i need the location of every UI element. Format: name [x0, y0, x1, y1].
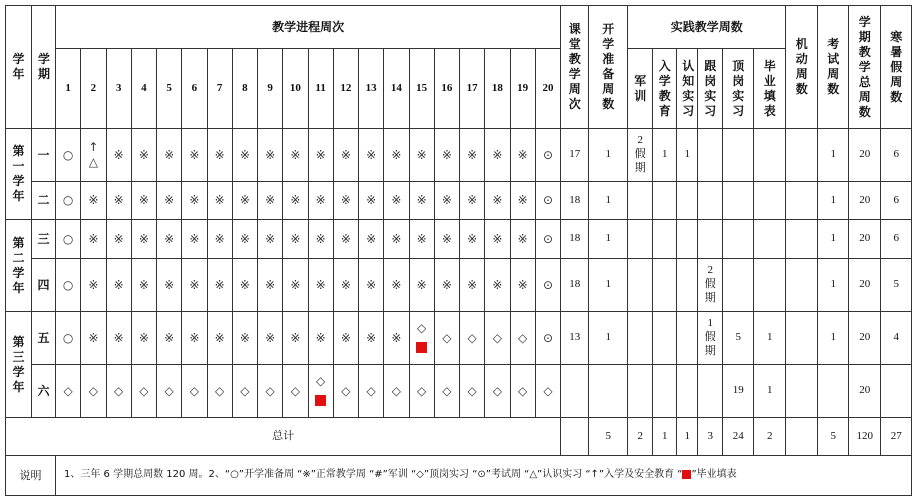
school-year-label: 第一学年: [6, 129, 32, 220]
week-cell: ※: [157, 220, 182, 259]
graduation-marker-icon: [315, 395, 326, 406]
week-number-header: 5: [157, 49, 182, 129]
week-cell: ※: [283, 182, 308, 220]
total-row: [6, 418, 912, 456]
week-cell: ※: [157, 182, 182, 220]
header-exam-weeks: 考试周数: [818, 6, 849, 129]
week-cell: ◇: [157, 365, 182, 418]
value-cell: [653, 220, 677, 259]
week-cell: ※: [333, 182, 358, 220]
week-cell: ※: [106, 220, 131, 259]
value-cell: [677, 220, 698, 259]
week-cell: ◇: [283, 365, 308, 418]
week-cell: ※: [333, 312, 358, 365]
week-cell: ○: [56, 182, 81, 220]
value-cell: [653, 365, 677, 418]
week-number-header: 2: [81, 49, 106, 129]
value-cell: [754, 182, 786, 220]
week-cell: ○: [56, 312, 81, 365]
value-cell: [698, 129, 723, 182]
week-cell: ※: [359, 312, 384, 365]
value-cell: [628, 182, 653, 220]
week-cell: ◇: [434, 312, 459, 365]
graduation-marker-icon: [416, 342, 427, 353]
week-cell: ⊙: [535, 259, 560, 312]
week-cell: ◇: [81, 365, 106, 418]
value-cell: 1: [754, 365, 786, 418]
week-cell: ◇: [182, 365, 207, 418]
week-cell: ※: [232, 312, 257, 365]
teaching-schedule-table: [5, 5, 912, 496]
week-cell: ※: [283, 312, 308, 365]
value-cell: [786, 129, 818, 182]
week-cell: ※: [182, 312, 207, 365]
week-cell: ※: [232, 259, 257, 312]
week-cell: ※: [258, 259, 283, 312]
week-cell: ※: [308, 259, 333, 312]
value-cell: [628, 365, 653, 418]
total-value: [786, 418, 818, 456]
total-value: 1: [677, 418, 698, 456]
week-cell: ◇: [232, 365, 257, 418]
value-cell: [786, 259, 818, 312]
week-cell: ※: [485, 182, 510, 220]
week-number-header: 6: [182, 49, 207, 129]
week-cell: ◇: [207, 365, 232, 418]
week-cell: ※: [460, 220, 485, 259]
value-cell: 20: [849, 220, 881, 259]
week-cell: ※: [131, 259, 156, 312]
value-cell: [723, 259, 754, 312]
week-number-header: 4: [131, 49, 156, 129]
header-total-weeks: 学期教学总周数: [849, 6, 881, 129]
week-number-header: 10: [283, 49, 308, 129]
week-cell: ※: [308, 312, 333, 365]
value-cell: [786, 182, 818, 220]
semester-label: 六: [32, 365, 56, 418]
semester-row: [6, 182, 912, 220]
value-cell: 20: [849, 365, 881, 418]
total-value: 27: [881, 418, 912, 456]
week-cell: ※: [106, 259, 131, 312]
header-progress: 教学进程周次: [56, 6, 561, 49]
week-cell: ◇: [106, 365, 131, 418]
week-cell: ※: [384, 312, 409, 365]
week-cell: ◇: [510, 365, 535, 418]
value-cell: [653, 312, 677, 365]
total-label: 总计: [6, 418, 561, 456]
value-cell: 1: [818, 182, 849, 220]
value-cell: 18: [561, 259, 589, 312]
week-cell: ※: [182, 220, 207, 259]
semester-row: [6, 129, 912, 182]
total-value: 3: [698, 418, 723, 456]
week-cell: [308, 365, 333, 418]
value-cell: 13: [561, 312, 589, 365]
week-cell: ※: [81, 259, 106, 312]
value-cell: 1: [818, 312, 849, 365]
week-cell: ※: [258, 182, 283, 220]
week-cell: ◇: [460, 365, 485, 418]
week-cell: ※: [434, 259, 459, 312]
week-cell: [409, 312, 434, 365]
value-cell: 18: [561, 182, 589, 220]
week-cell: ※: [131, 312, 156, 365]
week-number-header: 16: [434, 49, 459, 129]
value-cell: [677, 365, 698, 418]
week-cell: ⊙: [535, 129, 560, 182]
week-cell: ◇: [535, 365, 560, 418]
week-cell: ※: [258, 220, 283, 259]
week-cell: ○: [56, 220, 81, 259]
value-cell: 20: [849, 182, 881, 220]
week-cell: ※: [207, 259, 232, 312]
value-cell: [786, 365, 818, 418]
week-cell: ※: [308, 220, 333, 259]
week-cell: ◇: [56, 365, 81, 418]
week-symbol: ◇: [417, 321, 427, 335]
header-semester: 学期: [32, 6, 56, 129]
week-cell: ※: [283, 259, 308, 312]
week-cell: ⊙: [535, 182, 560, 220]
week-cell: ※: [207, 220, 232, 259]
week-cell: ○: [56, 129, 81, 182]
value-cell: 19: [723, 365, 754, 418]
value-cell: [628, 259, 653, 312]
week-cell: ※: [81, 182, 106, 220]
header-flex-weeks: 机动周数: [786, 6, 818, 129]
value-cell: [698, 365, 723, 418]
value-cell: 1: [818, 129, 849, 182]
week-cell: ※: [485, 259, 510, 312]
value-cell: [561, 365, 589, 418]
value-cell: [786, 312, 818, 365]
value-cell: 1: [589, 182, 628, 220]
semester-row: [6, 312, 912, 365]
week-cell: ※: [157, 259, 182, 312]
header-practice: 实践教学周数: [628, 6, 786, 49]
value-cell: [677, 182, 698, 220]
value-cell: 20: [849, 259, 881, 312]
week-cell: ※: [485, 220, 510, 259]
week-cell: ○: [56, 259, 81, 312]
week-cell: ※: [182, 259, 207, 312]
week-cell: ※: [510, 182, 535, 220]
week-number-header: 20: [535, 49, 560, 129]
week-cell: ※: [157, 312, 182, 365]
header-vacation-weeks: 寒暑假周数: [881, 6, 912, 129]
value-cell: 6: [881, 182, 912, 220]
note-text-before: 1、三年 6 学期总周数 120 周。2、“○”开学准备周 “※”正常教学周 “#”军训 “◇”顶岗实习 “⊙”考试周 “△”认识实习 “↑”入学及安全教育 “: [64, 469, 683, 481]
value-cell: [677, 259, 698, 312]
week-cell: ※: [333, 129, 358, 182]
practice-column-header: 认知实习: [677, 49, 698, 129]
week-cell: ※: [384, 182, 409, 220]
week-number-header: 12: [333, 49, 358, 129]
practice-column-header: 毕业填表: [754, 49, 786, 129]
value-cell: [628, 220, 653, 259]
week-cell: ※: [434, 129, 459, 182]
week-number-header: 9: [258, 49, 283, 129]
week-cell: ◇: [434, 365, 459, 418]
value-cell: 1: [754, 312, 786, 365]
week-number-header: 17: [460, 49, 485, 129]
semester-label: 三: [32, 220, 56, 259]
week-cell: ※: [232, 220, 257, 259]
value-cell: [723, 220, 754, 259]
week-symbol: ◇: [316, 374, 326, 388]
value-cell: 1: [653, 129, 677, 182]
semester-row: [6, 220, 912, 259]
week-cell: ※: [157, 129, 182, 182]
value-cell: [628, 312, 653, 365]
semester-label: 四: [32, 259, 56, 312]
note-text-after: ”毕业填表: [691, 469, 737, 481]
value-cell: 20: [849, 129, 881, 182]
header-year: 学年: [6, 6, 32, 129]
total-value: 2: [628, 418, 653, 456]
practice-column-header: 军训: [628, 49, 653, 129]
week-cell: ◇: [359, 365, 384, 418]
value-cell: [653, 259, 677, 312]
note-label: 说明: [6, 456, 56, 496]
week-cell: ※: [359, 129, 384, 182]
week-number-header: 15: [409, 49, 434, 129]
week-cell: ◇: [485, 312, 510, 365]
week-number-header: 18: [485, 49, 510, 129]
week-cell: ※: [359, 182, 384, 220]
week-cell: ※: [258, 312, 283, 365]
week-number-header: 11: [308, 49, 333, 129]
week-number-header: 14: [384, 49, 409, 129]
week-cell: ※: [308, 129, 333, 182]
week-cell: ※: [131, 129, 156, 182]
week-number-header: 13: [359, 49, 384, 129]
week-cell: ※: [106, 182, 131, 220]
practice-column-header: 入学教育: [653, 49, 677, 129]
total-value: 24: [723, 418, 754, 456]
note-text: [56, 456, 912, 496]
school-year-label: 第二学年: [6, 220, 32, 312]
value-cell: [754, 129, 786, 182]
value-cell: [677, 312, 698, 365]
header-prep-weeks: 开学准备周数: [589, 6, 628, 129]
week-cell: ◇: [510, 312, 535, 365]
semester-label: 一: [32, 129, 56, 182]
value-cell: 1: [589, 129, 628, 182]
week-cell: ◇: [460, 312, 485, 365]
week-cell: ※: [106, 129, 131, 182]
value-cell: [698, 220, 723, 259]
value-cell: [786, 220, 818, 259]
value-cell: [754, 220, 786, 259]
value-cell: [723, 182, 754, 220]
week-cell: ※: [258, 129, 283, 182]
week-number-header: 19: [510, 49, 535, 129]
value-cell: [818, 365, 849, 418]
value-cell: 6: [881, 220, 912, 259]
semester-row: [6, 365, 912, 418]
week-cell: ※: [333, 259, 358, 312]
value-cell: [653, 182, 677, 220]
week-cell: ※: [510, 129, 535, 182]
week-cell: ※: [409, 182, 434, 220]
practice-column-header: 顶岗实习: [723, 49, 754, 129]
value-cell: 2 假 期: [628, 129, 653, 182]
week-cell: ※: [510, 259, 535, 312]
week-cell: ※: [333, 220, 358, 259]
value-cell: 1: [589, 312, 628, 365]
practice-column-header: 跟岗实习: [698, 49, 723, 129]
value-cell: 1: [589, 220, 628, 259]
value-cell: 18: [561, 220, 589, 259]
total-value: [561, 418, 589, 456]
value-cell: [698, 182, 723, 220]
week-cell: ※: [409, 129, 434, 182]
value-cell: [723, 129, 754, 182]
value-cell: 5: [723, 312, 754, 365]
week-cell: ※: [460, 259, 485, 312]
total-value: 120: [849, 418, 881, 456]
value-cell: 6: [881, 129, 912, 182]
week-number-header: 1: [56, 49, 81, 129]
value-cell: [754, 259, 786, 312]
week-cell: ※: [384, 220, 409, 259]
week-cell: ◇: [384, 365, 409, 418]
value-cell: 1: [818, 259, 849, 312]
value-cell: 1: [818, 220, 849, 259]
week-cell: ⊙: [535, 220, 560, 259]
week-cell: ◇: [131, 365, 156, 418]
school-year-label: 第三学年: [6, 312, 32, 418]
note-row: [6, 456, 912, 496]
week-cell: ※: [283, 220, 308, 259]
week-cell: ※: [384, 259, 409, 312]
week-cell: ↑ △: [81, 129, 106, 182]
week-cell: ※: [409, 259, 434, 312]
value-cell: 17: [561, 129, 589, 182]
total-value: 5: [818, 418, 849, 456]
week-cell: ◇: [485, 365, 510, 418]
week-cell: ※: [460, 182, 485, 220]
week-cell: ※: [359, 259, 384, 312]
week-cell: ※: [308, 182, 333, 220]
total-value: 1: [653, 418, 677, 456]
week-number-header: 7: [207, 49, 232, 129]
week-cell: ※: [434, 220, 459, 259]
total-value: 5: [589, 418, 628, 456]
week-cell: ※: [232, 182, 257, 220]
week-cell: ※: [182, 182, 207, 220]
value-cell: 1 假 期: [698, 312, 723, 365]
week-cell: ※: [384, 129, 409, 182]
week-cell: ※: [131, 182, 156, 220]
header-class-weeks: 课堂教学周次: [561, 6, 589, 129]
value-cell: 1: [589, 259, 628, 312]
week-cell: ※: [207, 129, 232, 182]
week-cell: ※: [510, 220, 535, 259]
value-cell: 5: [881, 259, 912, 312]
week-cell: ※: [207, 182, 232, 220]
week-cell: ◇: [258, 365, 283, 418]
week-cell: ※: [409, 220, 434, 259]
week-cell: ◇: [409, 365, 434, 418]
total-value: 2: [754, 418, 786, 456]
week-cell: ※: [207, 312, 232, 365]
week-number-header: 8: [232, 49, 257, 129]
semester-label: 五: [32, 312, 56, 365]
week-cell: ◇: [333, 365, 358, 418]
week-cell: ※: [131, 220, 156, 259]
semester-row: [6, 259, 912, 312]
week-number-header: 3: [106, 49, 131, 129]
week-cell: ※: [232, 129, 257, 182]
value-cell: [881, 365, 912, 418]
week-cell: ※: [485, 129, 510, 182]
value-cell: [589, 365, 628, 418]
week-cell: ⊙: [535, 312, 560, 365]
value-cell: 1: [677, 129, 698, 182]
week-cell: ※: [81, 312, 106, 365]
week-cell: ※: [359, 220, 384, 259]
value-cell: 4: [881, 312, 912, 365]
week-cell: ※: [106, 312, 131, 365]
week-cell: ※: [283, 129, 308, 182]
week-cell: ※: [460, 129, 485, 182]
semester-label: 二: [32, 182, 56, 220]
value-cell: 2 假 期: [698, 259, 723, 312]
week-cell: ※: [434, 182, 459, 220]
value-cell: 20: [849, 312, 881, 365]
week-cell: ※: [182, 129, 207, 182]
week-cell: ※: [81, 220, 106, 259]
